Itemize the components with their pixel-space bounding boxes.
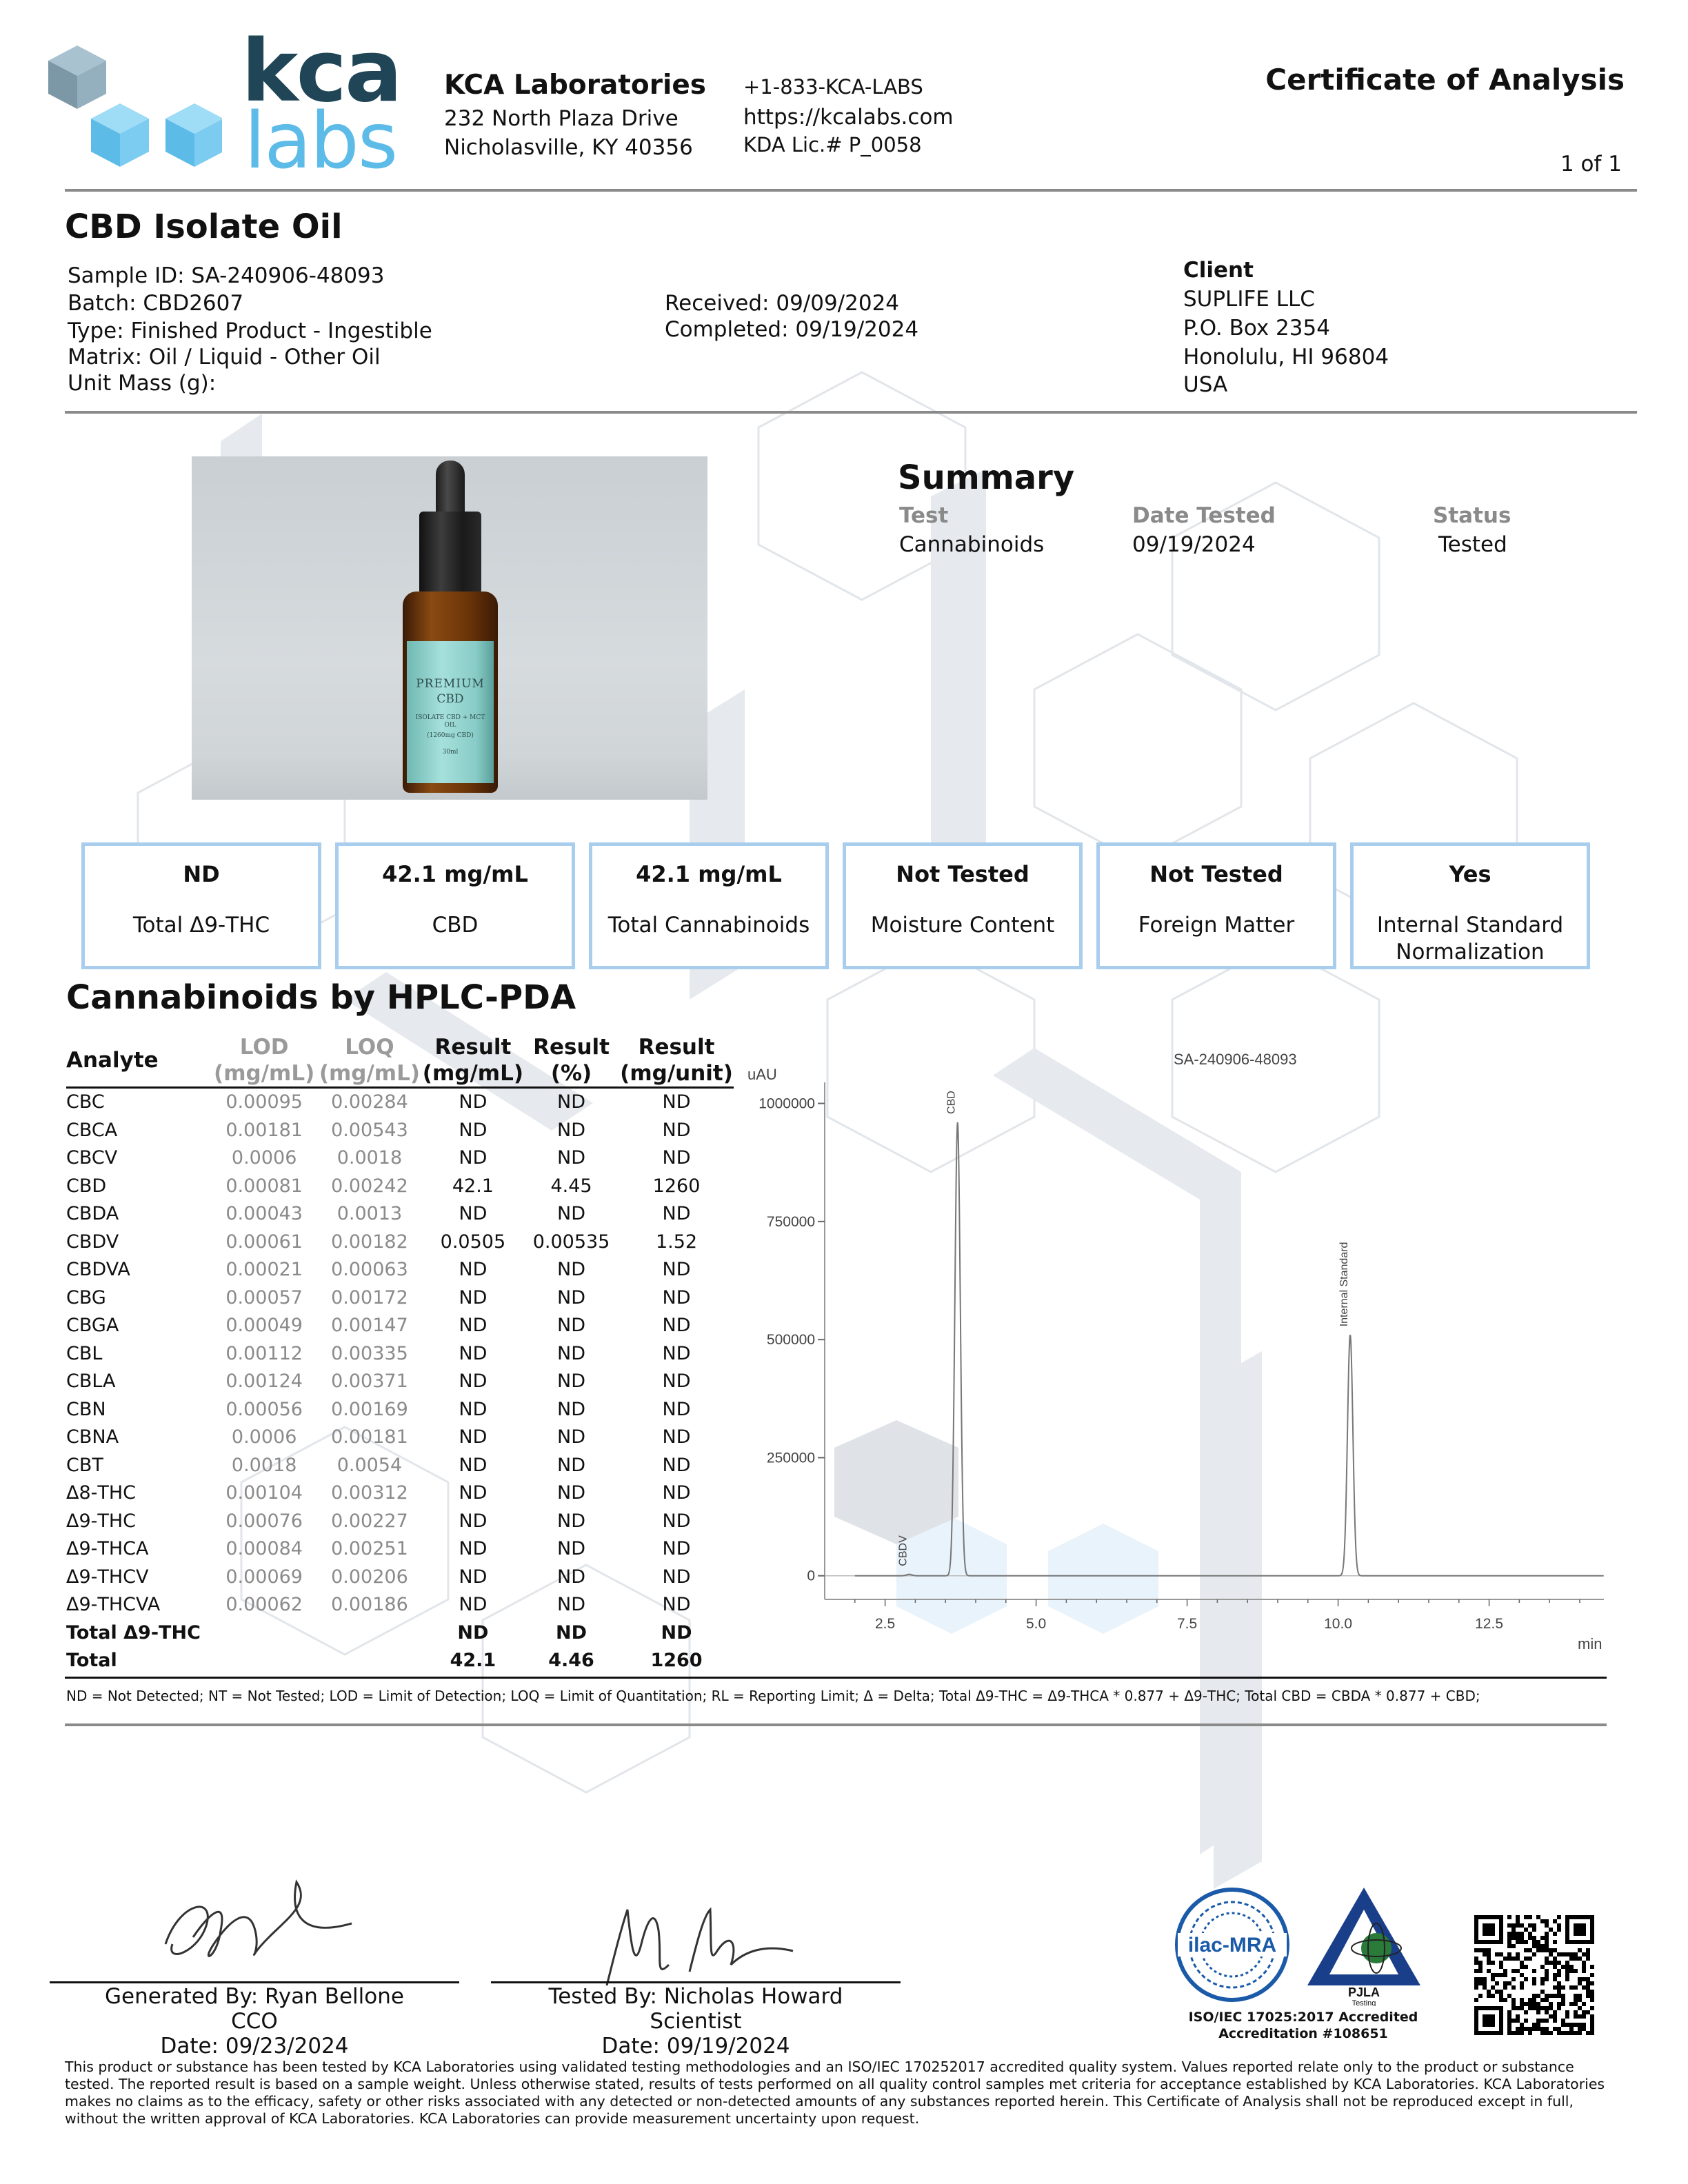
cell-lod: 0.0006 bbox=[231, 1426, 297, 1448]
page-number: 1 of 1 bbox=[1560, 152, 1622, 176]
y-tick-label: 1000000 bbox=[758, 1095, 815, 1112]
completed-date: Completed: 09/19/2024 bbox=[665, 317, 919, 342]
header-divider bbox=[65, 189, 1637, 192]
cell-result-unit: ND bbox=[662, 1510, 691, 1532]
cell-result-pct: ND bbox=[557, 1286, 586, 1308]
cell-loq: 0.00063 bbox=[331, 1259, 408, 1281]
cell-lod: 0.00112 bbox=[225, 1342, 303, 1364]
table-row bbox=[66, 1368, 734, 1396]
cell-result-unit: ND bbox=[662, 1259, 691, 1281]
cell-result-mgml: ND bbox=[457, 1621, 489, 1644]
cell-loq: 0.00181 bbox=[331, 1426, 408, 1448]
cell-result-unit: ND bbox=[662, 1091, 691, 1113]
cell-result-pct: 0.00535 bbox=[532, 1231, 610, 1253]
sample-type: Type: Finished Product - Ingestible bbox=[68, 318, 432, 343]
cell-result-mgml: ND bbox=[459, 1426, 488, 1448]
summary-date-value: 09/19/2024 bbox=[1132, 532, 1256, 557]
x-tick-label: 10.0 bbox=[1324, 1616, 1353, 1632]
client-country: USA bbox=[1183, 372, 1228, 397]
cell-loq: 0.00312 bbox=[331, 1482, 408, 1504]
cell-result-unit: 1260 bbox=[650, 1650, 703, 1672]
cell-lod: 0.00095 bbox=[225, 1091, 303, 1113]
header-result-mgml-l2: (mg/mL) bbox=[422, 1061, 524, 1086]
cell-result-pct: ND bbox=[557, 1091, 586, 1113]
table-total-row bbox=[66, 1647, 734, 1675]
cell-result-pct: ND bbox=[557, 1119, 586, 1141]
document-title: Certificate of Analysis bbox=[1265, 63, 1625, 97]
cell-result-mgml: ND bbox=[459, 1510, 488, 1532]
cell-result-pct: ND bbox=[557, 1566, 586, 1588]
result-box-value: Not Tested bbox=[896, 861, 1029, 887]
table-row bbox=[66, 1424, 734, 1452]
cell-result-pct: ND bbox=[556, 1621, 587, 1644]
y-tick-label: 500000 bbox=[766, 1332, 815, 1348]
dropper-bulb bbox=[436, 461, 465, 516]
cell-analyte: CBGA bbox=[66, 1315, 119, 1337]
header-lod bbox=[212, 1034, 316, 1088]
table-row bbox=[66, 1312, 734, 1340]
cell-analyte: Δ8-THC bbox=[66, 1482, 137, 1504]
client-name: SUPLIFE LLC bbox=[1183, 287, 1315, 312]
cell-result-pct: ND bbox=[557, 1426, 586, 1448]
received-date: Received: 09/09/2024 bbox=[665, 291, 900, 316]
cell-result-unit: 1260 bbox=[652, 1175, 701, 1197]
cell-result-unit: ND bbox=[662, 1594, 691, 1616]
cell-analyte: CBG bbox=[66, 1286, 106, 1308]
header-analyte bbox=[66, 1034, 212, 1088]
chart-title: SA-240906-48093 bbox=[1174, 1051, 1297, 1068]
cell-result-mgml: ND bbox=[459, 1091, 488, 1113]
cell-lod: 0.00081 bbox=[225, 1175, 303, 1197]
cell-analyte: CBCA bbox=[66, 1119, 118, 1141]
cell-result-pct: 4.45 bbox=[550, 1175, 592, 1197]
table-row bbox=[66, 1088, 734, 1117]
cell-analyte: Total Δ9-THC bbox=[66, 1621, 201, 1644]
cell-result-unit: ND bbox=[662, 1203, 691, 1225]
result-box-label: Total Cannabinoids bbox=[607, 913, 810, 938]
cell-loq: 0.00169 bbox=[331, 1398, 408, 1420]
logo-labs-text: labs bbox=[244, 97, 397, 186]
cell-result-unit: ND bbox=[662, 1454, 691, 1476]
cell-analyte: CBC bbox=[66, 1091, 105, 1113]
lab-license: KDA Lic.# P_0058 bbox=[743, 133, 922, 156]
table-row bbox=[66, 1479, 734, 1508]
cell-analyte: CBNA bbox=[66, 1426, 119, 1448]
cell-lod: 0.00181 bbox=[225, 1119, 303, 1141]
cell-analyte: Δ9-THCVA bbox=[66, 1594, 161, 1616]
cell-result-mgml: ND bbox=[459, 1259, 488, 1281]
lab-name: KCA Laboratories bbox=[444, 70, 706, 101]
cannabinoids-table bbox=[66, 1034, 734, 1675]
cell-result-mgml: 0.0505 bbox=[440, 1231, 506, 1253]
label-volume: 30ml bbox=[442, 749, 459, 756]
cell-lod: 0.00076 bbox=[225, 1510, 303, 1532]
cell-lod: 0.00049 bbox=[225, 1315, 303, 1337]
cell-loq: 0.00284 bbox=[331, 1091, 408, 1113]
cell-lod: 0.00084 bbox=[225, 1538, 303, 1560]
table-header-row bbox=[66, 1034, 734, 1088]
cell-result-unit: ND bbox=[662, 1147, 691, 1169]
x-tick-label: 12.5 bbox=[1475, 1616, 1504, 1632]
cell-result-pct: ND bbox=[557, 1594, 586, 1616]
table-row bbox=[66, 1340, 734, 1368]
table-row bbox=[66, 1144, 734, 1173]
header-result-pct bbox=[523, 1034, 619, 1088]
cell-result-unit: ND bbox=[662, 1286, 691, 1308]
cell-loq: 0.00371 bbox=[331, 1371, 408, 1393]
cell-result-mgml: ND bbox=[459, 1203, 488, 1225]
cell-loq: 0.0054 bbox=[336, 1454, 403, 1476]
cell-analyte: CBT bbox=[66, 1454, 103, 1476]
cell-result-mgml: ND bbox=[459, 1315, 488, 1337]
result-box-moisture bbox=[843, 842, 1083, 969]
header-result-unit bbox=[619, 1034, 734, 1088]
result-box-label: Internal Standard Normalization bbox=[1376, 913, 1564, 964]
cell-result-mgml: ND bbox=[459, 1594, 488, 1616]
cell-result-mgml: ND bbox=[459, 1538, 488, 1560]
summary-header-test: Test bbox=[899, 503, 949, 528]
cell-result-mgml: 42.1 bbox=[452, 1175, 494, 1197]
cell-result-pct: ND bbox=[557, 1259, 586, 1281]
table-bottom-divider bbox=[65, 1677, 1607, 1679]
cell-analyte: CBDV bbox=[66, 1231, 119, 1253]
kca-cube-logo-icon bbox=[43, 40, 222, 178]
result-box-foreign-matter bbox=[1096, 842, 1336, 969]
logo-kca-text: kca bbox=[241, 22, 401, 121]
header-lod-l2: (mg/mL) bbox=[214, 1061, 315, 1086]
table-row bbox=[66, 1256, 734, 1284]
cell-lod: 0.0018 bbox=[231, 1454, 297, 1476]
result-box-value: 42.1 mg/mL bbox=[636, 861, 782, 887]
chart-x-axis-label: min bbox=[1578, 1635, 1602, 1652]
cell-analyte: Total bbox=[66, 1650, 117, 1672]
label-cbd: CBD bbox=[436, 692, 464, 706]
cell-result-mgml: ND bbox=[459, 1482, 488, 1504]
table-row bbox=[66, 1117, 734, 1145]
cell-lod: 0.00043 bbox=[225, 1203, 303, 1225]
sample-unit-mass: Unit Mass (g): bbox=[68, 371, 217, 396]
cell-result-unit: ND bbox=[662, 1342, 691, 1364]
x-tick-label: 7.5 bbox=[1176, 1616, 1198, 1632]
summary-status-value: Tested bbox=[1438, 532, 1507, 557]
qr-code-icon[interactable] bbox=[1470, 1911, 1598, 2039]
header-result-mgml-l1: Result bbox=[434, 1035, 512, 1060]
cannabinoids-title: Cannabinoids by HPLC-PDA bbox=[66, 978, 576, 1017]
cell-result-unit: ND bbox=[662, 1566, 691, 1588]
cell-analyte: CBN bbox=[66, 1398, 106, 1420]
result-box-value: Not Tested bbox=[1149, 861, 1283, 887]
legal-disclaimer: This product or substance has been tested by KCA Laboratories using validated testing methodologies and an ISO/IEC 170252017 accredited quality system. Values reported relate only to the product or substance tested. The reported result is based on a sample weight. Unless otherwise stated, results of tests performed on all quality control samples met criteria for acceptance established by KCA Laboratories. KCA Laboratories makes no claims as to the efficacy, safety or other risks associated with any detected or non-detected amounts of any substances reported herein. This Certificate of Analysis shall not be reproduced except in full, without the written approval of KCA Laboratories. KCA Laboratories can provide measurement uncertainty upon request. bbox=[65, 2059, 1605, 2127]
cell-result-unit: ND bbox=[662, 1315, 691, 1337]
cell-result-unit: ND bbox=[662, 1426, 691, 1448]
header-loq-l1: LOQ bbox=[345, 1035, 394, 1060]
cell-lod: 0.00056 bbox=[225, 1398, 303, 1420]
cell-result-mgml: ND bbox=[459, 1566, 488, 1588]
header-loq-l2: (mg/mL) bbox=[319, 1061, 421, 1086]
signature-nicholas-howard bbox=[593, 1903, 800, 1992]
cell-result-unit: ND bbox=[661, 1621, 692, 1644]
header-result-pct-l2: (%) bbox=[550, 1061, 592, 1086]
x-tick-label: 2.5 bbox=[874, 1616, 896, 1632]
cell-result-unit: ND bbox=[662, 1119, 691, 1141]
cell-loq: 0.0018 bbox=[336, 1147, 403, 1169]
abbreviations-footnote: ND = Not Detected; NT = Not Tested; LOD = Limit of Detection; LOQ = Limit of Quantitation; RL = Reporting Limit; Δ = Delta; Total Δ9-THC = Δ9-THCA * 0.877 + Δ9-THC; Total CBD = CBDA * 0.877 + CBD; bbox=[66, 1688, 1480, 1704]
header-lod-l1: LOD bbox=[239, 1035, 289, 1060]
lab-address-line1: 232 North Plaza Drive bbox=[444, 106, 679, 131]
table-row bbox=[66, 1228, 734, 1257]
cell-result-unit: ND bbox=[662, 1538, 691, 1560]
table-row bbox=[66, 1452, 734, 1480]
ilac-logo-text: ilac-MRA bbox=[1187, 1934, 1277, 1957]
table-row bbox=[66, 1200, 734, 1228]
result-box-label: Foreign Matter bbox=[1138, 913, 1295, 938]
cell-result-pct: ND bbox=[557, 1147, 586, 1169]
cell-loq: 0.00543 bbox=[331, 1119, 408, 1141]
cell-result-unit: ND bbox=[662, 1398, 691, 1420]
table-body bbox=[66, 1088, 734, 1675]
summary-header-date: Date Tested bbox=[1132, 503, 1276, 528]
cell-result-mgml: ND bbox=[459, 1371, 488, 1393]
table-total-row bbox=[66, 1619, 734, 1648]
header-result-pct-l1: Result bbox=[533, 1035, 610, 1060]
cell-lod: 0.0006 bbox=[231, 1147, 297, 1169]
cell-result-unit: ND bbox=[662, 1482, 691, 1504]
cell-analyte: CBDVA bbox=[66, 1259, 130, 1281]
cell-lod: 0.00104 bbox=[225, 1482, 303, 1504]
cell-analyte: CBDA bbox=[66, 1203, 119, 1225]
cell-analyte: CBL bbox=[66, 1342, 103, 1364]
cell-lod: 0.00124 bbox=[225, 1371, 303, 1393]
peak-label: Internal Standard bbox=[1338, 1242, 1351, 1327]
cell-loq: 0.00182 bbox=[331, 1231, 408, 1253]
cell-analyte: CBCV bbox=[66, 1147, 118, 1169]
cell-loq: 0.00242 bbox=[331, 1175, 408, 1197]
tested-date: Date: 09/19/2024 bbox=[601, 2034, 790, 2059]
cell-result-pct: ND bbox=[557, 1538, 586, 1560]
cell-result-mgml: ND bbox=[459, 1119, 488, 1141]
chart-y-axis-label: uAU bbox=[747, 1066, 777, 1083]
cell-lod: 0.00021 bbox=[225, 1259, 303, 1281]
cell-loq bbox=[316, 1647, 423, 1675]
cell-analyte: CBD bbox=[66, 1175, 107, 1197]
chromatogram-trace bbox=[855, 1122, 1604, 1576]
y-tick-label: 750000 bbox=[766, 1213, 815, 1230]
accreditation-line2: Accreditation #108651 bbox=[1218, 2026, 1388, 2041]
bottle-cap bbox=[419, 512, 481, 594]
cell-lod bbox=[212, 1647, 316, 1675]
cell-analyte: Δ9-THCA bbox=[66, 1538, 149, 1560]
label-description: ISOLATE CBD + MCT OIL bbox=[415, 714, 485, 729]
cell-loq: 0.00172 bbox=[331, 1286, 408, 1308]
header-analyte-label: Analyte bbox=[66, 1048, 159, 1073]
y-tick-label: 0 bbox=[807, 1568, 815, 1584]
footnote-divider bbox=[65, 1723, 1607, 1726]
cell-result-pct: ND bbox=[557, 1482, 586, 1504]
cell-lod: 0.00061 bbox=[225, 1231, 303, 1253]
product-photo bbox=[192, 456, 707, 800]
y-tick-label: 250000 bbox=[766, 1450, 815, 1466]
result-box-value: Yes bbox=[1449, 861, 1491, 887]
result-box-total-thc bbox=[81, 842, 321, 969]
cell-result-mgml: ND bbox=[459, 1342, 488, 1364]
table-row bbox=[66, 1173, 734, 1201]
result-box-internal-standard bbox=[1350, 842, 1590, 969]
cell-result-mgml: ND bbox=[459, 1454, 488, 1476]
label-mg: (1260mg CBD) bbox=[427, 732, 474, 739]
cell-lod: 0.00057 bbox=[225, 1286, 303, 1308]
pjla-logo-icon bbox=[1302, 1882, 1426, 2006]
pjla-logo-text: PJLA bbox=[1347, 1985, 1380, 1999]
x-tick-label: 5.0 bbox=[1025, 1616, 1047, 1632]
cell-loq: 0.00251 bbox=[331, 1538, 408, 1560]
signature-ryan-bellone bbox=[152, 1875, 359, 1985]
cell-result-pct: ND bbox=[557, 1203, 586, 1225]
generated-role: CCO bbox=[231, 2009, 278, 2034]
ilac-mra-logo-icon bbox=[1174, 1886, 1291, 2003]
cell-analyte: Δ9-THCV bbox=[66, 1566, 149, 1588]
sample-batch: Batch: CBD2607 bbox=[68, 291, 244, 316]
cell-analyte: CBLA bbox=[66, 1371, 116, 1393]
result-box-cbd bbox=[335, 842, 575, 969]
peak-label: CBD bbox=[945, 1091, 958, 1114]
table-row bbox=[66, 1591, 734, 1619]
cell-loq: 0.00227 bbox=[331, 1510, 408, 1532]
info-divider bbox=[65, 411, 1637, 414]
cell-result-unit: ND bbox=[662, 1371, 691, 1393]
sample-id: Sample ID: SA-240906-48093 bbox=[68, 263, 385, 288]
cell-result-pct: ND bbox=[557, 1398, 586, 1420]
cell-result-pct: 4.46 bbox=[548, 1650, 594, 1672]
cell-result-pct: ND bbox=[557, 1315, 586, 1337]
header-result-unit-l1: Result bbox=[638, 1035, 715, 1060]
result-box-value: 42.1 mg/mL bbox=[382, 861, 528, 887]
table-row bbox=[66, 1508, 734, 1536]
cell-result-mgml: ND bbox=[459, 1398, 488, 1420]
cell-loq bbox=[316, 1619, 423, 1648]
lab-address-line2: Nicholasville, KY 40356 bbox=[444, 135, 693, 160]
cell-loq: 0.00186 bbox=[331, 1594, 408, 1616]
peak-label: CBDV bbox=[897, 1535, 910, 1566]
header-result-mgml bbox=[423, 1034, 523, 1088]
accreditation-line1: ISO/IEC 17025:2017 Accredited bbox=[1188, 2010, 1418, 2025]
chart-axes bbox=[825, 1082, 1604, 1599]
cell-loq: 0.00206 bbox=[331, 1566, 408, 1588]
header-result-unit-l2: (mg/unit) bbox=[620, 1061, 733, 1086]
result-box-label: Total Δ9-THC bbox=[132, 913, 270, 938]
label-premium: PREMIUM bbox=[416, 677, 485, 691]
client-address-line2: Honolulu, HI 96804 bbox=[1183, 345, 1389, 370]
chart-ticks bbox=[758, 1096, 1580, 1632]
summary-title: Summary bbox=[898, 458, 1075, 497]
cell-analyte: Δ9-THC bbox=[66, 1510, 137, 1532]
cell-loq: 0.0013 bbox=[336, 1203, 403, 1225]
result-box-label: CBD bbox=[432, 913, 479, 938]
tested-by: Tested By: Nicholas Howard bbox=[548, 1984, 843, 2009]
cell-result-mgml: ND bbox=[459, 1286, 488, 1308]
cell-result-unit: 1.52 bbox=[655, 1231, 698, 1253]
table-row bbox=[66, 1564, 734, 1592]
generated-date: Date: 09/23/2024 bbox=[160, 2034, 349, 2059]
cell-result-pct: ND bbox=[557, 1342, 586, 1364]
table-row bbox=[66, 1284, 734, 1313]
lab-website-link[interactable]: https://kcalabs.com bbox=[743, 105, 954, 130]
cell-result-mgml: 42.1 bbox=[450, 1650, 496, 1672]
chart-peak-labels bbox=[898, 1091, 1350, 1566]
cell-lod: 0.00069 bbox=[225, 1566, 303, 1588]
result-box-value: ND bbox=[183, 861, 220, 887]
pjla-logo-subtext: Testing bbox=[1352, 1999, 1376, 2006]
cell-result-pct: ND bbox=[557, 1510, 586, 1532]
product-name: CBD Isolate Oil bbox=[65, 208, 343, 246]
summary-header-status: Status bbox=[1433, 503, 1511, 528]
bottle-label bbox=[407, 641, 494, 783]
tested-role: Scientist bbox=[650, 2009, 742, 2034]
cell-lod: 0.00062 bbox=[225, 1594, 303, 1616]
table-row bbox=[66, 1396, 734, 1424]
table-row bbox=[66, 1535, 734, 1564]
result-box-label: Moisture Content bbox=[870, 913, 1055, 938]
cell-result-mgml: ND bbox=[459, 1147, 488, 1169]
generated-by: Generated By: Ryan Bellone bbox=[105, 1984, 404, 2009]
lab-phone: +1-833-KCA-LABS bbox=[743, 75, 923, 99]
result-box-total-cannabinoids bbox=[589, 842, 829, 969]
cell-result-pct: ND bbox=[557, 1454, 586, 1476]
sample-matrix: Matrix: Oil / Liquid - Other Oil bbox=[68, 345, 381, 370]
cell-result-pct: ND bbox=[557, 1371, 586, 1393]
client-label: Client bbox=[1183, 258, 1254, 283]
cell-lod bbox=[212, 1619, 316, 1648]
cell-loq: 0.00335 bbox=[331, 1342, 408, 1364]
summary-test-value: Cannabinoids bbox=[899, 532, 1045, 557]
client-address-line1: P.O. Box 2354 bbox=[1183, 316, 1330, 341]
chromatogram-chart bbox=[742, 1034, 1618, 1668]
cell-loq: 0.00147 bbox=[331, 1315, 408, 1337]
header-loq bbox=[316, 1034, 423, 1088]
